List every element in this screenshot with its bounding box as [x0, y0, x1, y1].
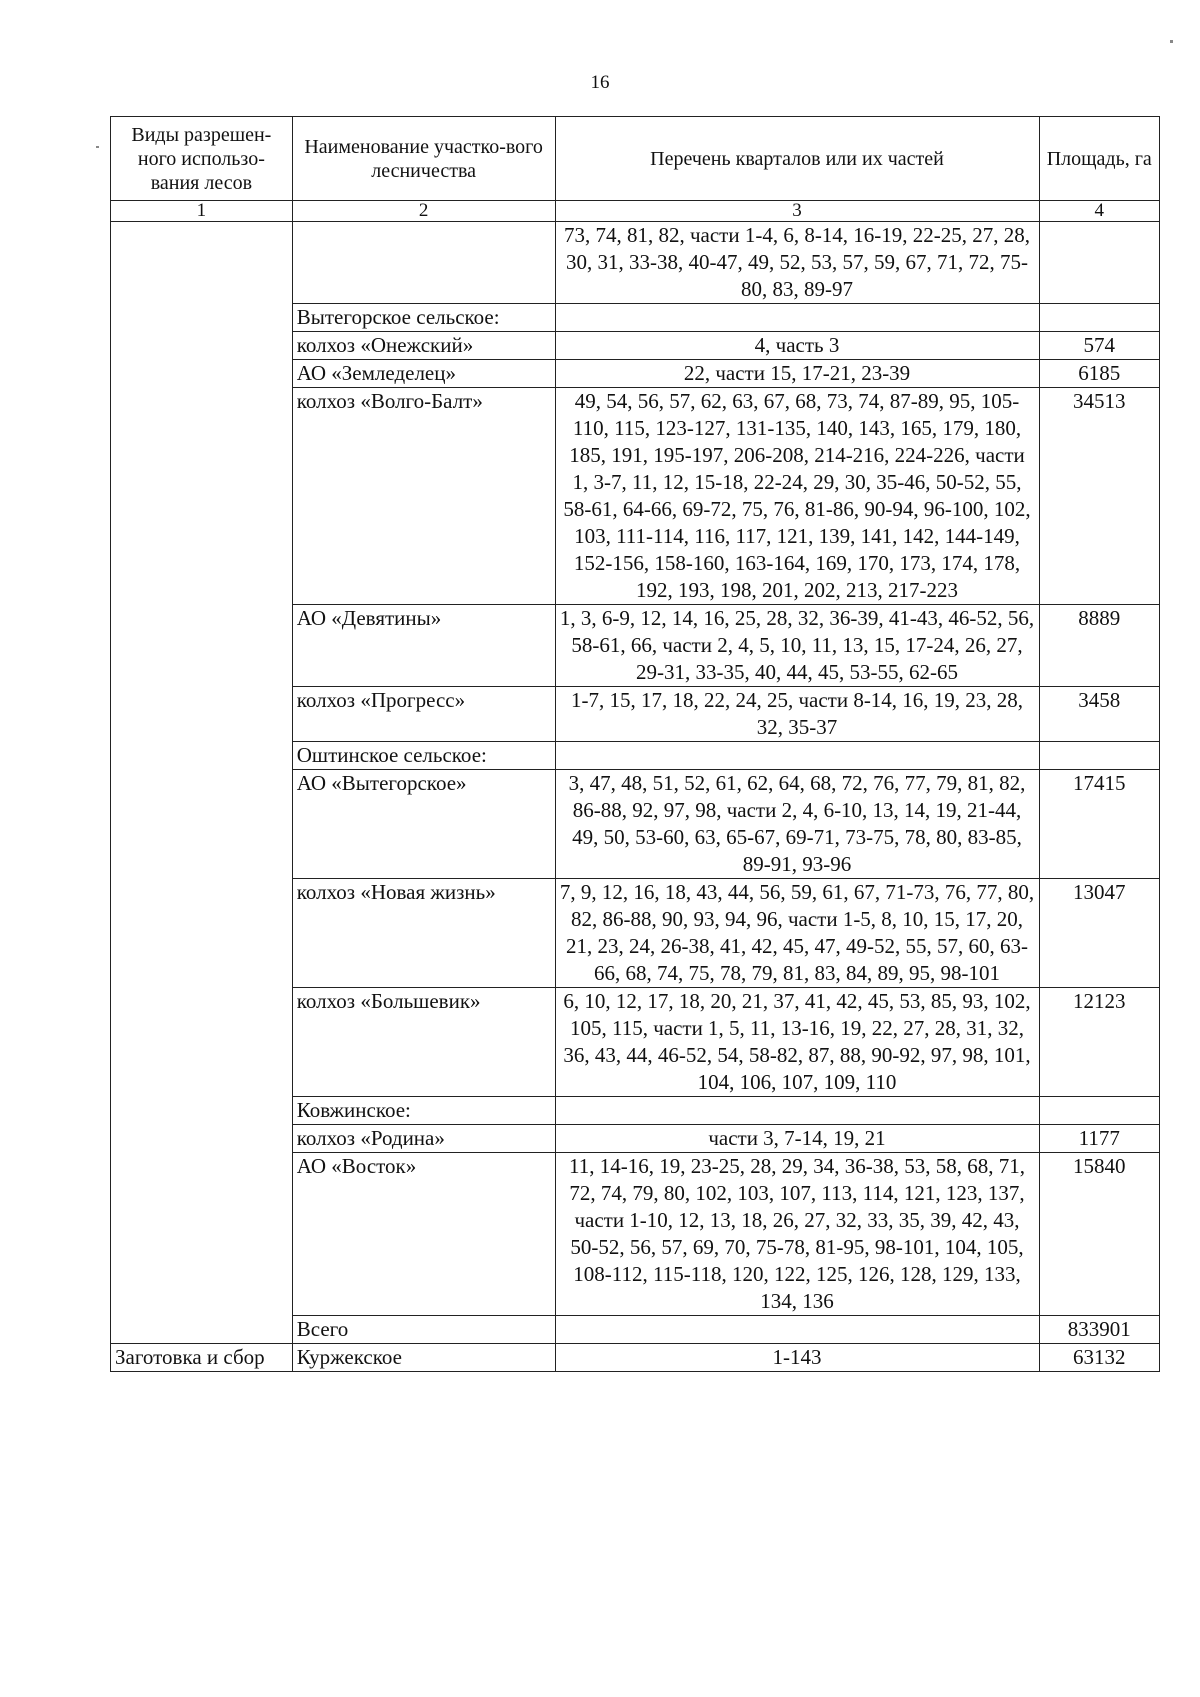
table-row — [111, 605, 1160, 687]
area-cell — [1039, 222, 1160, 304]
use-type-cell — [111, 1153, 293, 1316]
area-cell: 3458 — [1039, 687, 1160, 742]
use-type-cell — [111, 687, 293, 742]
table-row — [111, 388, 1160, 605]
table-row — [111, 770, 1160, 879]
table-row — [111, 988, 1160, 1097]
quarters-list-cell — [555, 304, 1039, 332]
quarters-list-cell: 49, 54, 56, 57, 62, 63, 67, 68, 73, 74, 87-89, 95, 105-110, 115, 123-127, 131-135, 140, 143, 165, 179, 180, 185, 191, 195-197, 206-208, 214-216, 224-226, части 1, 3-7, 11, 12, 15-18, 22-24, 29, 30, 35-46, 50-52, 55, 58-61, 64-66, 69-72, 75, 76, 81-86, 90-94, 96-100, 102, 103, 111-114, 116, 117, 121, 139, 141, 142, 144-149, 152-156, 158-160, 163-164, 169, 170, 173, 174, 178, 192, 193, 198, 201, 202, 213, 217-223 — [555, 388, 1039, 605]
district-name-cell — [292, 222, 555, 304]
district-name-cell: АО «Восток» — [292, 1153, 555, 1316]
use-type-cell — [111, 742, 293, 770]
quarters-list-cell: 1-143 — [555, 1344, 1039, 1372]
quarters-list-cell: 11, 14-16, 19, 23-25, 28, 29, 34, 36-38, 53, 58, 68, 71, 72, 74, 79, 80, 102, 103, 107, 113, 114, 121, 123, 137, части 1-10, 12, 13, 18, 26, 27, 32, 33, 35, 39, 42, 43, 50-52, 56, 57, 69, 70, 75-78, 81-95, 98-101, 104, 105, 108-112, 115-118, 120, 122, 125, 126, 128, 129, 133, 134, 136 — [555, 1153, 1039, 1316]
column-number-4: 4 — [1039, 201, 1160, 222]
district-name-cell: Ковжинское: — [292, 1097, 555, 1125]
column-number-row — [111, 201, 1160, 222]
district-name-cell: АО «Вытегорское» — [292, 770, 555, 879]
header-use-type: Виды разрешен-ного использо-вания лесов — [111, 117, 293, 201]
use-type-cell — [111, 388, 293, 605]
use-type-cell — [111, 1097, 293, 1125]
column-number-3: 3 — [555, 201, 1039, 222]
district-name-cell: колхоз «Новая жизнь» — [292, 879, 555, 988]
district-name-cell: колхоз «Волго-Балт» — [292, 388, 555, 605]
header-district-name: Наименование участко-вого лесничества — [292, 117, 555, 201]
area-cell — [1039, 304, 1160, 332]
column-number-2: 2 — [292, 201, 555, 222]
use-type-cell — [111, 605, 293, 687]
district-name-cell: Вытегорское сельское: — [292, 304, 555, 332]
area-cell: 13047 — [1039, 879, 1160, 988]
page-number: 16 — [590, 72, 610, 93]
column-number-1: 1 — [111, 201, 293, 222]
area-cell — [1039, 742, 1160, 770]
area-cell: 574 — [1039, 332, 1160, 360]
quarters-list-cell: 22, части 15, 17-21, 23-39 — [555, 360, 1039, 388]
table-row — [111, 1097, 1160, 1125]
district-name-cell: Всего — [292, 1316, 555, 1344]
area-cell: 8889 — [1039, 605, 1160, 687]
area-cell: 833901 — [1039, 1316, 1160, 1344]
quarters-list-cell: 1-7, 15, 17, 18, 22, 24, 25, части 8-14, 16, 19, 23, 28, 32, 35-37 — [555, 687, 1039, 742]
district-name-cell: АО «Девятины» — [292, 605, 555, 687]
area-cell: 15840 — [1039, 1153, 1160, 1316]
use-type-cell — [111, 360, 293, 388]
district-name-cell: АО «Земледелец» — [292, 360, 555, 388]
quarters-list-cell — [555, 1316, 1039, 1344]
table-header-row — [111, 117, 1160, 201]
quarters-list-cell: 4, часть 3 — [555, 332, 1039, 360]
quarters-list-cell — [555, 1097, 1039, 1125]
quarters-list-cell: 6, 10, 12, 17, 18, 20, 21, 37, 41, 42, 45, 53, 85, 93, 102, 105, 115, части 1, 5, 11, 13-16, 19, 22, 27, 28, 31, 32, 36, 43, 44, 46-52, 54, 58-82, 87, 88, 90-92, 97, 98, 101, 104, 106, 107, 109, 110 — [555, 988, 1039, 1097]
table-row — [111, 360, 1160, 388]
use-type-cell — [111, 770, 293, 879]
header-quarters-list: Перечень кварталов или их частей — [555, 117, 1039, 201]
area-cell: 1177 — [1039, 1125, 1160, 1153]
area-cell: 63132 — [1039, 1344, 1160, 1372]
table-row — [111, 742, 1160, 770]
table-row — [111, 1344, 1160, 1372]
area-cell: 34513 — [1039, 388, 1160, 605]
district-name-cell: колхоз «Большевик» — [292, 988, 555, 1097]
table-row — [111, 332, 1160, 360]
area-cell: 17415 — [1039, 770, 1160, 879]
district-name-cell: колхоз «Родина» — [292, 1125, 555, 1153]
scan-mark — [96, 146, 99, 148]
use-type-cell — [111, 1316, 293, 1344]
district-name-cell: колхоз «Онежский» — [292, 332, 555, 360]
area-cell: 6185 — [1039, 360, 1160, 388]
use-type-cell — [111, 1125, 293, 1153]
district-name-cell: колхоз «Прогресс» — [292, 687, 555, 742]
use-type-cell: Заготовка и сбор — [111, 1344, 293, 1372]
district-name-cell: Куржекское — [292, 1344, 555, 1372]
table-row — [111, 1316, 1160, 1344]
quarters-list-cell: 1, 3, 6-9, 12, 14, 16, 25, 28, 32, 36-39, 41-43, 46-52, 56, 58-61, 66, части 2, 4, 5, 10, 11, 13, 15, 17-24, 26, 27, 29-31, 33-35, 40, 44, 45, 53-55, 62-65 — [555, 605, 1039, 687]
quarters-list-cell: 3, 47, 48, 51, 52, 61, 62, 64, 68, 72, 76, 77, 79, 81, 82, 86-88, 92, 97, 98, части 2, 4, 6-10, 13, 14, 19, 21-44, 49, 50, 53-60, 63, 65-67, 69-71, 73-75, 78, 80, 83-85, 89-91, 93-96 — [555, 770, 1039, 879]
district-name-cell: Оштинское сельское: — [292, 742, 555, 770]
table-row — [111, 687, 1160, 742]
table-row — [111, 222, 1160, 304]
area-cell — [1039, 1097, 1160, 1125]
use-type-cell — [111, 304, 293, 332]
table-row — [111, 1125, 1160, 1153]
table-row — [111, 1153, 1160, 1316]
header-area: Площадь, га — [1039, 117, 1160, 201]
table-body — [111, 222, 1160, 1372]
quarters-list-cell: части 3, 7-14, 19, 21 — [555, 1125, 1039, 1153]
quarters-list-cell — [555, 742, 1039, 770]
quarters-list-cell: 7, 9, 12, 16, 18, 43, 44, 56, 59, 61, 67, 71-73, 76, 77, 80, 82, 86-88, 90, 93, 94, 96, части 1-5, 8, 10, 15, 17, 20, 21, 23, 24, 26-38, 41, 42, 45, 47, 49-52, 55, 57, 60, 63-66, 68, 74, 75, 78, 79, 81, 83, 84, 89, 95, 98-101 — [555, 879, 1039, 988]
scan-mark — [1170, 40, 1173, 43]
use-type-cell — [111, 879, 293, 988]
use-type-cell — [111, 222, 293, 304]
forest-use-table — [110, 116, 1160, 1372]
table-row — [111, 879, 1160, 988]
use-type-cell — [111, 332, 293, 360]
use-type-cell — [111, 988, 293, 1097]
quarters-list-cell: 73, 74, 81, 82, части 1-4, 6, 8-14, 16-19, 22-25, 27, 28, 30, 31, 33-38, 40-47, 49, 52, 53, 57, 59, 67, 71, 72, 75-80, 83, 89-97 — [555, 222, 1039, 304]
table-row — [111, 304, 1160, 332]
area-cell: 12123 — [1039, 988, 1160, 1097]
